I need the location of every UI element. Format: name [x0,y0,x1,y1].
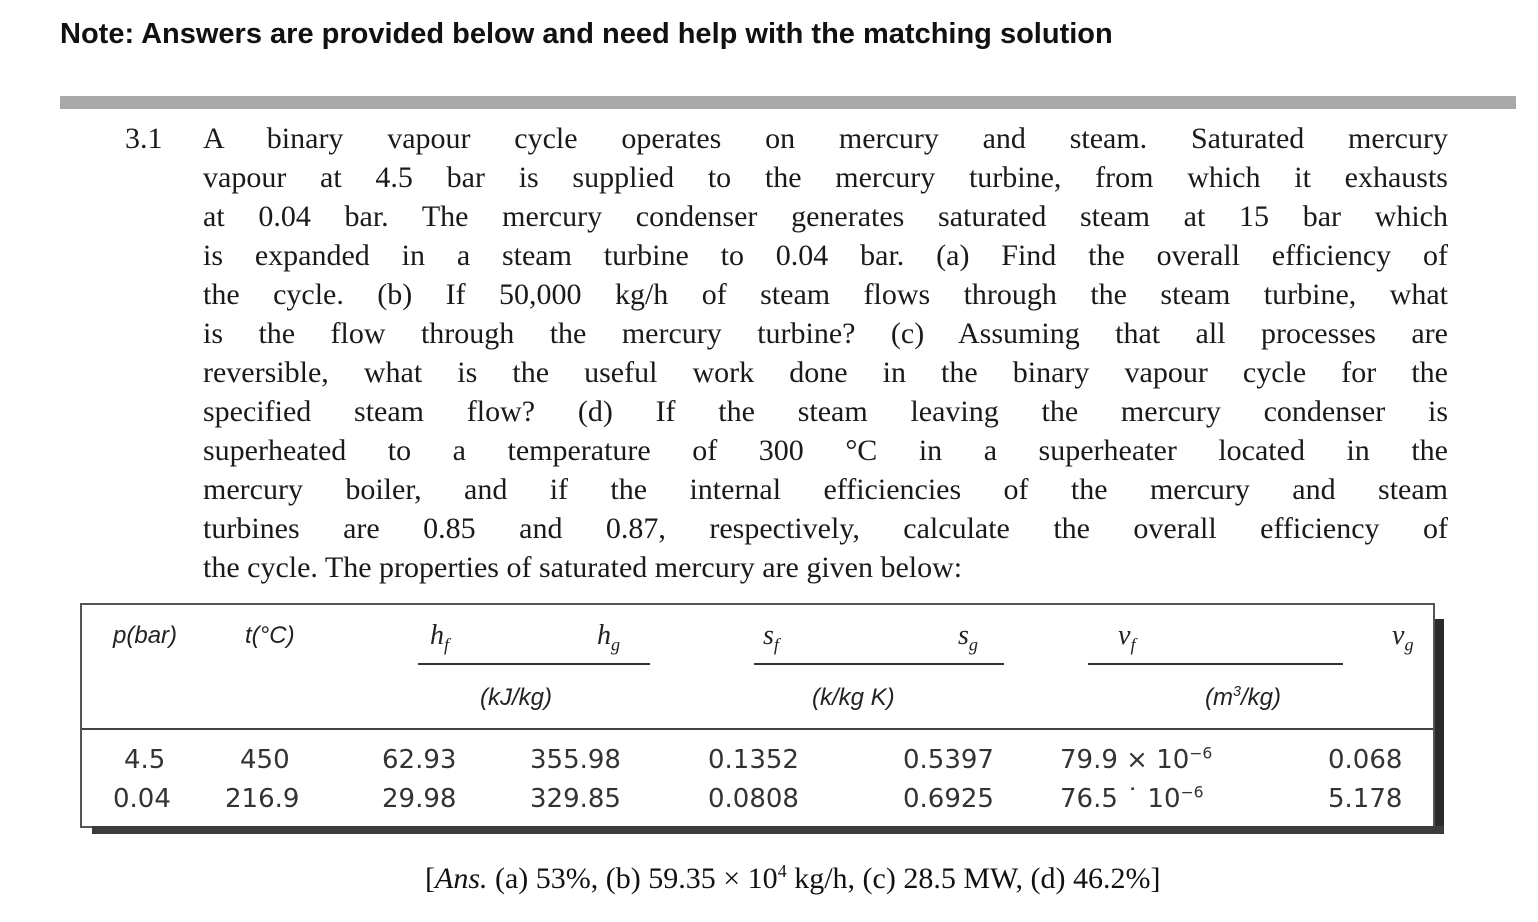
problem-text [203,119,1448,587]
cell-p: 0.04 [113,784,171,814]
header-vf: $v_f$ [1118,620,1136,655]
cell-hg: 355.98 [530,745,621,775]
header-hg: $h_g$ [597,620,621,655]
problem-line: the cycle. (b) If 50,000 kg/h of steam flows through the steam turbine, what [203,278,1448,311]
problem-number: 3.1 [125,122,163,155]
problem-line: at 0.04 bar. The mercury condenser generates saturated steam at 15 bar which [203,200,1448,233]
problem-line: is the flow through the mercury turbine? (c) Assuming that all processes are [203,317,1448,350]
problem-line: the cycle. The properties of saturated mercury are given below: [203,551,963,584]
unit-entropy: (k/kg K) [812,684,895,711]
cell-sf: 0.1352 [708,745,799,775]
table-shadow-right [1435,619,1444,833]
divider-bar [60,96,1516,109]
unit-volume: $(m^3/kg)$ [1205,684,1282,711]
answer-line: [Ans. (a) 53%, (b) $59.35 \times 10^4$ kg/h, (c) 28.5 MW, (d) 46.2%] [425,861,1161,895]
cell-sg: 0.5397 [903,745,994,775]
cell-hf: 62.93 [382,745,457,775]
cell-sg: 0.6925 [903,784,994,814]
header-vg: $v_g$ [1392,620,1414,655]
cell-vf: 76.5 ˙ $10^{-6}$ [1060,783,1204,814]
table-shadow-bottom [92,826,1444,834]
cell-vf: $79.9 \times 10^{-6}$ [1060,744,1213,775]
cell-t: 216.9 [225,784,300,814]
header-sf: $s_f$ [763,620,779,655]
problem-line: A binary vapour cycle operates on mercury and steam. Saturated mercury [203,122,1448,155]
cell-sf: 0.0808 [708,784,799,814]
problem-line: turbines are 0.85 and 0.87, respectively, calculate the overall efficiency of [203,512,1448,545]
problem-line: reversible, what is the useful work done in the binary vapour cycle for the [203,356,1448,389]
table-header-divider [82,728,1433,730]
cell-p: 4.5 [124,745,166,775]
problem-line: is expanded in a steam turbine to 0.04 bar. (a) Find the overall efficiency of [203,239,1448,272]
cell-vg: 0.068 [1328,745,1403,775]
cell-hg: 329.85 [530,784,621,814]
volume-underline [1088,663,1343,665]
cell-hf: 29.98 [382,784,457,814]
header-hf: $h_f$ [430,620,450,655]
problem-line: superheated to a temperature of 300 °C in a superheater located in the [203,434,1448,467]
note-heading: Note: Answers are provided below and need help with the matching solution [60,18,1113,50]
enthalpy-underline [418,663,650,665]
cell-t: 450 [240,745,290,775]
problem-line: mercury boiler, and if the internal efficiencies of the mercury and steam [203,473,1448,506]
problem-line: specified steam flow? (d) If the steam leaving the mercury condenser is [203,395,1448,428]
header-temperature: t(°C) [245,622,295,649]
unit-enthalpy: (kJ/kg) [480,684,552,711]
header-sg: $s_g$ [958,620,978,655]
header-pressure: p(bar) [113,622,178,649]
entropy-underline [754,663,1004,665]
cell-vg: 5.178 [1328,784,1403,814]
problem-line: vapour at 4.5 bar is supplied to the mercury turbine, from which it exhausts [203,161,1448,194]
